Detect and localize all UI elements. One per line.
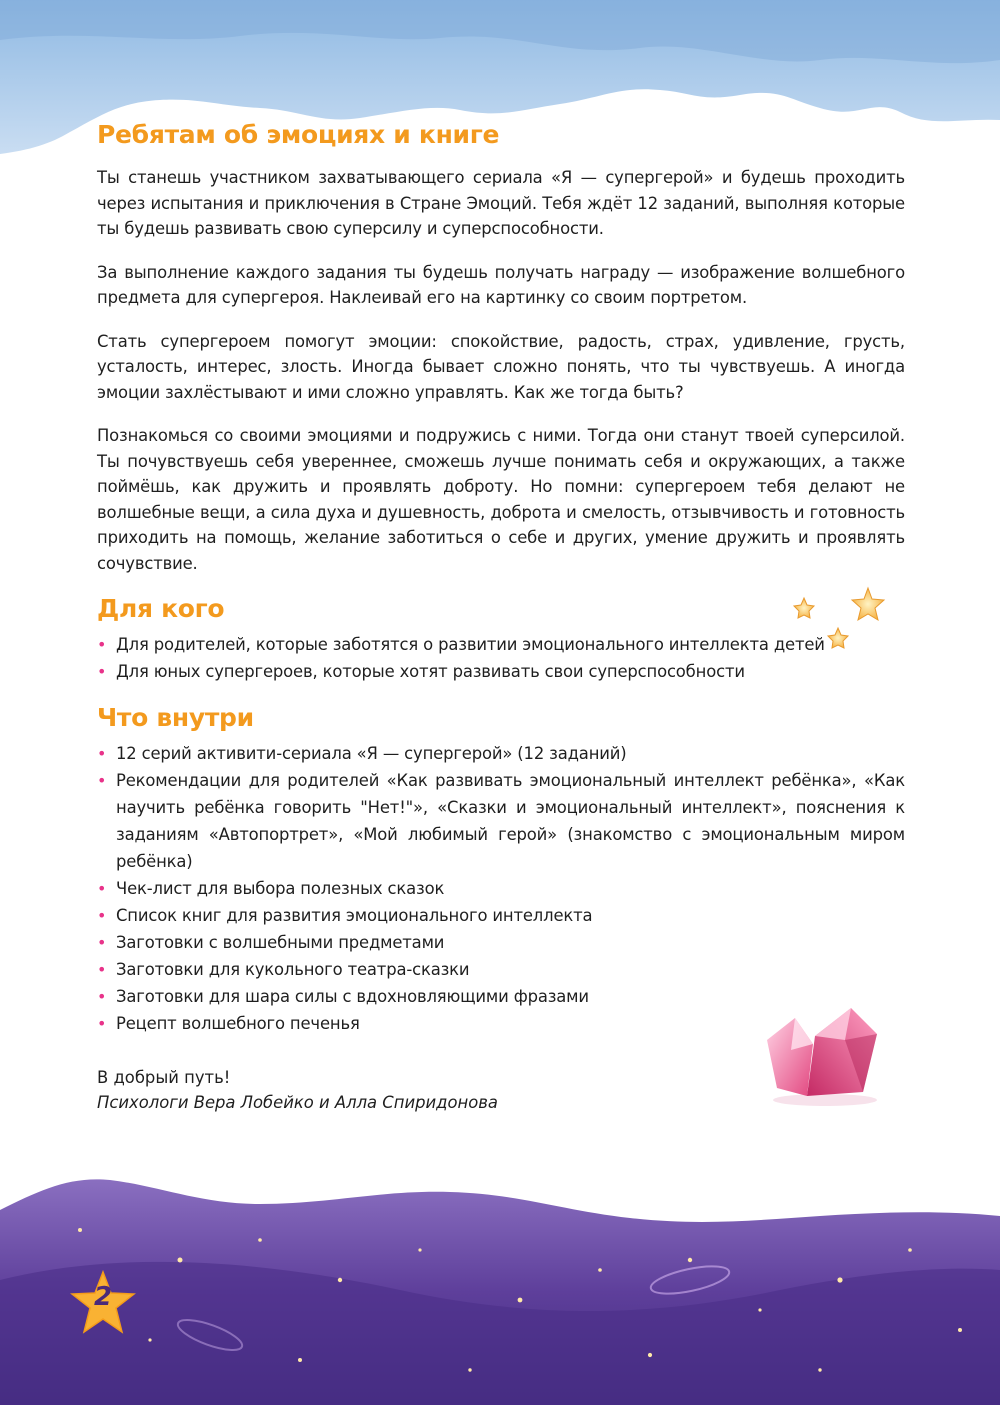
- bullet-icon: •: [97, 906, 107, 925]
- bullet-icon: •: [97, 933, 107, 952]
- list-item: [97, 956, 905, 983]
- galaxy-background: [0, 1170, 1000, 1405]
- list-item-text: Заготовки для шара силы с вдохновляющими фразами: [116, 987, 589, 1006]
- bullet-icon: •: [97, 879, 107, 898]
- list-item-text: Чек-лист для выбора полезных сказок: [116, 879, 445, 898]
- list-item: [97, 767, 905, 875]
- paragraph: Стать супергероем помогут эмоции: спокойствие, радость, страх, удивление, грусть, усталость, интерес, злость. Иногда бывает сложно понять, что ты чувствуешь. А иногда эмоции захлёстывают и ими сложно управлять. Как же тогда быть?: [97, 331, 905, 402]
- list-item-text: Для родителей, которые заботятся о развитии эмоционального интеллекта детей: [116, 635, 825, 654]
- signoff-authors: Психологи Вера Лобейко и Алла Спиридонова: [97, 1093, 498, 1112]
- list-item: [97, 740, 905, 767]
- bullet-icon: •: [97, 987, 107, 1006]
- list-item-text: 12 серий активити-сериала «Я — супергерой» (12 заданий): [116, 744, 627, 763]
- signoff-greeting: В добрый путь!: [97, 1068, 231, 1087]
- list-item-text: Для юных супергероев, которые хотят развивать свои суперспособности: [116, 662, 745, 681]
- list-item-text: Заготовки для кукольного театра-сказки: [116, 960, 470, 979]
- bullet-icon: •: [97, 960, 107, 979]
- list-item-text: Заготовки с волшебными предметами: [116, 933, 445, 952]
- list-item: [97, 902, 905, 929]
- page-number: 2: [93, 1282, 113, 1312]
- section-title-who: Для кого: [97, 594, 225, 623]
- bullet-icon: •: [97, 1014, 107, 1033]
- inside-list: [97, 740, 905, 1037]
- list-item-text: Рекомендации для родителей «Как развивать эмоциональный интеллект ребёнка», «Как научить ребёнка говорить "Нет!"», «Сказки и эмоциональный интеллект», пояснения к заданиям «Автопортрет», «Мой любимый герой» (знакомство с эмоциональным миром ребёнка): [116, 771, 905, 871]
- bullet-icon: •: [97, 662, 107, 681]
- list-item: [97, 658, 905, 685]
- list-item-text: Список книг для развития эмоционального интеллекта: [116, 906, 593, 925]
- bullet-icon: •: [97, 744, 107, 763]
- paragraph: Познакомься со своими эмоциями и подружись с ними. Тогда они станут твоей суперсилой. Ты почувствуешь себя увереннее, сможешь лучше понимать себя и окружающих, а также поймёшь, как дружить и проявлять доброту. Но помни: супергероем тебя делают не волшебные вещи, а сила духа и душевность, доброта и смелость, отзывчивость и готовность приходить на помощь, желание заботиться о себе и других, умение дружить и проявлять сочувствие.: [97, 426, 905, 573]
- list-item-text: Рецепт волшебного печенья: [116, 1014, 360, 1033]
- list-item: [97, 929, 905, 956]
- section-title-emotions: Ребятам об эмоциях и книге: [97, 120, 500, 149]
- list-item: [97, 875, 905, 902]
- bullet-icon: •: [97, 771, 107, 790]
- paragraph: За выполнение каждого задания ты будешь получать награду — изображение волшебного предмета для супергероя. Наклеивай его на картинку со своим портретом.: [97, 262, 905, 307]
- crystal-icon: [755, 1000, 900, 1110]
- stars-decoration-icon: [780, 580, 900, 660]
- bullet-icon: •: [97, 635, 107, 654]
- paragraph: Ты станешь участником захватывающего сериала «Я — супергерой» и будешь проходить через испытания и приключения в Стране Эмоций. Тебя ждёт 12 заданий, выполняя которые ты будешь развивать свою суперсилу и суперспособности.: [97, 168, 905, 238]
- section-title-inside: Что внутри: [97, 703, 254, 732]
